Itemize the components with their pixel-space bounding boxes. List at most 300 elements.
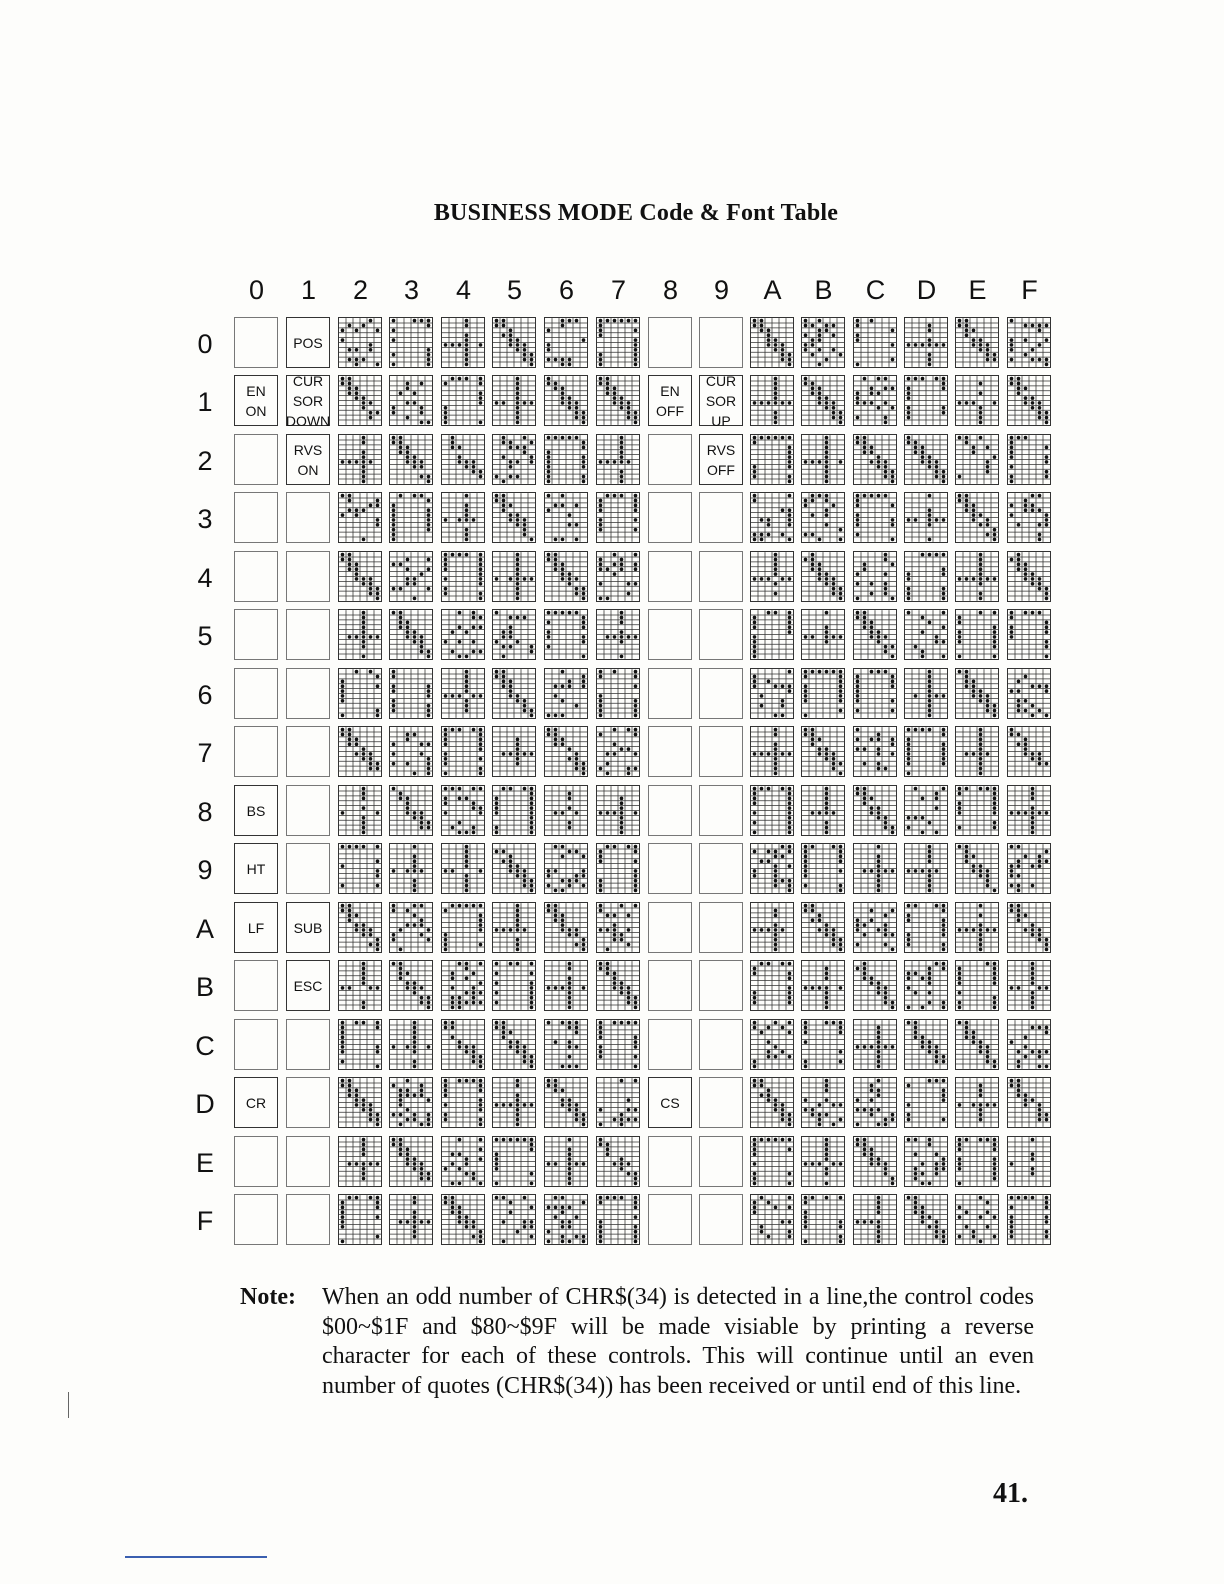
character-glyph-cell: [1007, 785, 1051, 836]
character-glyph-cell: [544, 492, 588, 543]
character-glyph-cell: [955, 785, 999, 836]
character-glyph-cell: [853, 726, 897, 777]
control-code-cell: [286, 317, 330, 368]
dot-matrix-glyph-icon: [802, 376, 844, 425]
character-glyph-cell: [904, 668, 948, 719]
dot-matrix-glyph-icon: [854, 786, 896, 835]
note-text: When an odd number of CHR$(34) is detected in a line,the control codes $00~$1F and $80~$9F will be made visiable by printing a reverse character for each of these controls. This will continue until an even number of quotes (CHR$(34)) has been received or until end of this line.: [322, 1284, 1034, 1399]
character-glyph-cell: [1007, 434, 1051, 485]
character-glyph-cell: [750, 668, 794, 719]
empty-code-cell: [699, 609, 743, 660]
dot-matrix-glyph-icon: [802, 961, 844, 1010]
character-glyph-cell: [801, 668, 845, 719]
character-glyph-cell: [750, 1136, 794, 1187]
dot-matrix-glyph-icon: [597, 610, 639, 659]
dot-matrix-glyph-icon: [854, 435, 896, 484]
dot-matrix-glyph-icon: [854, 903, 896, 952]
empty-code-cell: [234, 960, 278, 1011]
dot-matrix-glyph-icon: [545, 961, 587, 1010]
character-glyph-cell: [1007, 843, 1051, 894]
character-glyph-cell: [801, 1194, 845, 1245]
character-glyph-cell: [596, 551, 640, 602]
dot-matrix-glyph-icon: [597, 961, 639, 1010]
character-glyph-cell: [801, 317, 845, 368]
column-header: 6: [558, 275, 575, 305]
character-glyph-cell: [853, 492, 897, 543]
dot-matrix-glyph-icon: [905, 1078, 947, 1127]
dot-matrix-glyph-icon: [545, 669, 587, 718]
column-header: A: [763, 275, 782, 305]
control-code-label: RVS OFF: [706, 441, 736, 478]
character-glyph-cell: [750, 609, 794, 660]
control-code-label: BS: [246, 802, 266, 819]
character-glyph-cell: [544, 317, 588, 368]
empty-code-cell: [699, 1136, 743, 1187]
empty-code-cell: [648, 1136, 692, 1187]
dot-matrix-glyph-icon: [956, 1137, 998, 1186]
dot-matrix-glyph-icon: [390, 318, 432, 367]
character-glyph-cell: [801, 1019, 845, 1070]
character-glyph-cell: [544, 668, 588, 719]
row-header: 2: [197, 446, 213, 476]
dot-matrix-glyph-icon: [751, 1195, 793, 1244]
dot-matrix-glyph-icon: [442, 493, 484, 542]
character-glyph-cell: [441, 492, 485, 543]
dot-matrix-glyph-icon: [390, 376, 432, 425]
dot-matrix-glyph-icon: [597, 552, 639, 601]
dot-matrix-glyph-icon: [442, 1078, 484, 1127]
character-glyph-cell: [338, 902, 382, 953]
character-glyph-cell: [492, 609, 536, 660]
character-glyph-cell: [904, 609, 948, 660]
empty-code-cell: [648, 492, 692, 543]
dot-matrix-glyph-icon: [442, 435, 484, 484]
dot-matrix-glyph-icon: [751, 1078, 793, 1127]
character-glyph-cell: [389, 317, 433, 368]
character-glyph-cell: [596, 492, 640, 543]
control-code-label: POS: [293, 334, 323, 351]
character-glyph-cell: [389, 1019, 433, 1070]
dot-matrix-glyph-icon: [493, 552, 535, 601]
row-header: 1: [197, 387, 213, 417]
dot-matrix-glyph-icon: [1008, 727, 1050, 776]
dot-matrix-glyph-icon: [1008, 669, 1050, 718]
character-glyph-cell: [1007, 375, 1051, 426]
character-glyph-cell: [750, 1019, 794, 1070]
dot-matrix-glyph-icon: [442, 1195, 484, 1244]
character-glyph-cell: [596, 1194, 640, 1245]
row-header: B: [195, 972, 214, 1002]
dot-matrix-glyph-icon: [339, 903, 381, 952]
empty-code-cell: [699, 492, 743, 543]
character-glyph-cell: [338, 1077, 382, 1128]
dot-matrix-glyph-icon: [493, 1195, 535, 1244]
dot-matrix-glyph-icon: [905, 1137, 947, 1186]
dot-matrix-glyph-icon: [956, 669, 998, 718]
empty-code-cell: [286, 609, 330, 660]
dot-matrix-glyph-icon: [390, 552, 432, 601]
character-glyph-cell: [801, 960, 845, 1011]
dot-matrix-glyph-icon: [802, 669, 844, 718]
dot-matrix-glyph-icon: [802, 903, 844, 952]
empty-code-cell: [699, 1077, 743, 1128]
character-glyph-cell: [544, 1077, 588, 1128]
character-glyph-cell: [955, 609, 999, 660]
dot-matrix-glyph-icon: [545, 610, 587, 659]
character-glyph-cell: [338, 1194, 382, 1245]
empty-code-cell: [648, 960, 692, 1011]
dot-matrix-glyph-icon: [545, 552, 587, 601]
control-code-cell: [285, 372, 331, 429]
character-glyph-cell: [441, 551, 485, 602]
character-glyph-cell: [750, 785, 794, 836]
dot-matrix-glyph-icon: [339, 1020, 381, 1069]
dot-matrix-glyph-icon: [854, 844, 896, 893]
character-glyph-cell: [904, 1077, 948, 1128]
control-code-label: SUB: [293, 919, 323, 936]
dot-matrix-glyph-icon: [442, 552, 484, 601]
dot-matrix-glyph-icon: [956, 1078, 998, 1127]
dot-matrix-glyph-icon: [493, 903, 535, 952]
dot-matrix-glyph-icon: [1008, 1137, 1050, 1186]
empty-code-cell: [234, 726, 278, 777]
empty-code-cell: [286, 726, 330, 777]
character-glyph-cell: [441, 1194, 485, 1245]
dot-matrix-glyph-icon: [545, 1195, 587, 1244]
dot-matrix-glyph-icon: [545, 376, 587, 425]
dot-matrix-glyph-icon: [854, 961, 896, 1010]
empty-code-cell: [699, 317, 743, 368]
character-glyph-cell: [1007, 1194, 1051, 1245]
character-glyph-cell: [596, 375, 640, 426]
character-glyph-cell: [389, 668, 433, 719]
character-glyph-cell: [904, 843, 948, 894]
dot-matrix-glyph-icon: [493, 1078, 535, 1127]
character-glyph-cell: [492, 1019, 536, 1070]
character-glyph-cell: [801, 434, 845, 485]
character-glyph-cell: [1007, 960, 1051, 1011]
dot-matrix-glyph-icon: [442, 669, 484, 718]
dot-matrix-glyph-icon: [390, 844, 432, 893]
dot-matrix-glyph-icon: [1008, 786, 1050, 835]
character-glyph-cell: [441, 843, 485, 894]
character-glyph-cell: [596, 960, 640, 1011]
character-glyph-cell: [441, 902, 485, 953]
dot-matrix-glyph-icon: [802, 552, 844, 601]
dot-matrix-glyph-icon: [442, 844, 484, 893]
character-glyph-cell: [1007, 1019, 1051, 1070]
dot-matrix-glyph-icon: [956, 318, 998, 367]
character-glyph-cell: [441, 317, 485, 368]
character-glyph-cell: [389, 434, 433, 485]
dot-matrix-glyph-icon: [545, 435, 587, 484]
empty-code-cell: [699, 785, 743, 836]
character-glyph-cell: [544, 843, 588, 894]
dot-matrix-glyph-icon: [802, 727, 844, 776]
dot-matrix-glyph-icon: [751, 435, 793, 484]
dot-matrix-glyph-icon: [390, 1137, 432, 1186]
character-glyph-cell: [389, 960, 433, 1011]
character-glyph-cell: [1007, 1136, 1051, 1187]
dot-matrix-glyph-icon: [905, 1020, 947, 1069]
character-glyph-cell: [1007, 1077, 1051, 1128]
character-glyph-cell: [389, 1136, 433, 1187]
dot-matrix-glyph-icon: [597, 1078, 639, 1127]
character-glyph-cell: [596, 1136, 640, 1187]
empty-code-cell: [286, 1136, 330, 1187]
dot-matrix-glyph-icon: [339, 786, 381, 835]
character-glyph-cell: [955, 1019, 999, 1070]
dot-matrix-glyph-icon: [1008, 435, 1050, 484]
empty-code-cell: [286, 1194, 330, 1245]
character-glyph-cell: [596, 843, 640, 894]
character-glyph-cell: [904, 785, 948, 836]
dot-matrix-glyph-icon: [956, 493, 998, 542]
empty-code-cell: [699, 551, 743, 602]
character-glyph-cell: [338, 960, 382, 1011]
dot-matrix-glyph-icon: [339, 669, 381, 718]
character-glyph-cell: [750, 1077, 794, 1128]
row-header: 4: [197, 563, 213, 593]
character-glyph-cell: [955, 668, 999, 719]
dot-matrix-glyph-icon: [854, 669, 896, 718]
dot-matrix-glyph-icon: [905, 844, 947, 893]
dot-matrix-glyph-icon: [905, 1195, 947, 1244]
dot-matrix-glyph-icon: [545, 318, 587, 367]
dot-matrix-glyph-icon: [854, 493, 896, 542]
character-glyph-cell: [801, 843, 845, 894]
character-glyph-cell: [955, 375, 999, 426]
control-code-cell: [234, 902, 278, 953]
character-glyph-cell: [338, 434, 382, 485]
character-glyph-cell: [492, 1136, 536, 1187]
dot-matrix-glyph-icon: [905, 727, 947, 776]
control-code-cell: [699, 434, 743, 485]
character-glyph-cell: [389, 551, 433, 602]
character-glyph-cell: [904, 1194, 948, 1245]
character-glyph-cell: [338, 785, 382, 836]
character-glyph-cell: [338, 551, 382, 602]
row-header: D: [195, 1089, 215, 1119]
row-header: 3: [197, 504, 213, 534]
character-glyph-cell: [750, 726, 794, 777]
character-glyph-cell: [853, 1019, 897, 1070]
character-glyph-cell: [441, 609, 485, 660]
dot-matrix-glyph-icon: [1008, 903, 1050, 952]
character-glyph-cell: [441, 434, 485, 485]
control-code-cell: [234, 843, 278, 894]
character-glyph-cell: [853, 843, 897, 894]
character-glyph-cell: [853, 551, 897, 602]
dot-matrix-glyph-icon: [390, 786, 432, 835]
dot-matrix-glyph-icon: [802, 844, 844, 893]
character-glyph-cell: [904, 1019, 948, 1070]
dot-matrix-glyph-icon: [339, 435, 381, 484]
row-header: C: [195, 1031, 215, 1061]
empty-code-cell: [286, 843, 330, 894]
character-glyph-cell: [492, 902, 536, 953]
character-glyph-cell: [389, 1194, 433, 1245]
control-code-cell: [234, 1077, 278, 1128]
character-glyph-cell: [544, 375, 588, 426]
empty-code-cell: [648, 843, 692, 894]
character-glyph-cell: [338, 668, 382, 719]
empty-code-cell: [234, 1194, 278, 1245]
dot-matrix-glyph-icon: [1008, 493, 1050, 542]
character-glyph-cell: [904, 434, 948, 485]
dot-matrix-glyph-icon: [545, 903, 587, 952]
character-glyph-cell: [338, 317, 382, 368]
character-glyph-cell: [338, 375, 382, 426]
column-header: C: [865, 275, 886, 305]
character-glyph-cell: [801, 492, 845, 543]
control-code-cell: [699, 372, 743, 429]
character-glyph-cell: [801, 1136, 845, 1187]
note-label: Note:: [240, 1284, 296, 1310]
dot-matrix-glyph-icon: [597, 786, 639, 835]
character-glyph-cell: [904, 317, 948, 368]
empty-code-cell: [648, 726, 692, 777]
page-title: BUSINESS MODE Code & Font Table: [433, 200, 839, 226]
dot-matrix-glyph-icon: [390, 1078, 432, 1127]
dot-matrix-glyph-icon: [442, 318, 484, 367]
dot-matrix-glyph-icon: [751, 961, 793, 1010]
empty-code-cell: [648, 551, 692, 602]
character-glyph-cell: [750, 317, 794, 368]
dot-matrix-glyph-icon: [751, 610, 793, 659]
character-glyph-cell: [492, 492, 536, 543]
character-glyph-cell: [853, 1136, 897, 1187]
character-glyph-cell: [492, 726, 536, 777]
dot-matrix-glyph-icon: [545, 1137, 587, 1186]
character-glyph-cell: [801, 726, 845, 777]
dot-matrix-glyph-icon: [956, 961, 998, 1010]
dot-matrix-glyph-icon: [751, 903, 793, 952]
dot-matrix-glyph-icon: [597, 669, 639, 718]
character-glyph-cell: [904, 902, 948, 953]
character-glyph-cell: [853, 960, 897, 1011]
character-glyph-cell: [544, 434, 588, 485]
empty-code-cell: [286, 785, 330, 836]
dot-matrix-glyph-icon: [390, 610, 432, 659]
dot-matrix-glyph-icon: [545, 1020, 587, 1069]
character-glyph-cell: [904, 726, 948, 777]
empty-code-cell: [286, 1077, 330, 1128]
character-glyph-cell: [544, 1194, 588, 1245]
character-glyph-cell: [801, 551, 845, 602]
dot-matrix-glyph-icon: [493, 786, 535, 835]
dot-matrix-glyph-icon: [390, 1020, 432, 1069]
row-header: 8: [197, 797, 213, 827]
footnote-rule: [125, 1556, 267, 1558]
empty-code-cell: [648, 434, 692, 485]
dot-matrix-glyph-icon: [1008, 1078, 1050, 1127]
dot-matrix-glyph-icon: [905, 435, 947, 484]
dot-matrix-glyph-icon: [390, 1195, 432, 1244]
character-glyph-cell: [955, 1194, 999, 1245]
dot-matrix-glyph-icon: [1008, 1195, 1050, 1244]
character-glyph-cell: [389, 726, 433, 777]
column-header: 1: [300, 275, 317, 305]
empty-code-cell: [234, 1019, 278, 1070]
character-glyph-cell: [544, 551, 588, 602]
dot-matrix-glyph-icon: [956, 844, 998, 893]
dot-matrix-glyph-icon: [751, 552, 793, 601]
dot-matrix-glyph-icon: [1008, 844, 1050, 893]
dot-matrix-glyph-icon: [339, 1195, 381, 1244]
empty-code-cell: [648, 785, 692, 836]
empty-code-cell: [699, 902, 743, 953]
dot-matrix-glyph-icon: [956, 903, 998, 952]
empty-code-cell: [234, 551, 278, 602]
empty-code-cell: [234, 609, 278, 660]
dot-matrix-glyph-icon: [390, 961, 432, 1010]
character-glyph-cell: [596, 902, 640, 953]
row-header: F: [196, 1206, 214, 1236]
dot-matrix-glyph-icon: [956, 1020, 998, 1069]
character-glyph-cell: [492, 668, 536, 719]
character-glyph-cell: [389, 785, 433, 836]
column-header: 4: [455, 275, 472, 305]
character-glyph-cell: [750, 551, 794, 602]
empty-code-cell: [648, 902, 692, 953]
dot-matrix-glyph-icon: [854, 1137, 896, 1186]
character-glyph-cell: [492, 551, 536, 602]
character-glyph-cell: [1007, 317, 1051, 368]
empty-code-cell: [648, 317, 692, 368]
dot-matrix-glyph-icon: [597, 903, 639, 952]
dot-matrix-glyph-icon: [905, 318, 947, 367]
dot-matrix-glyph-icon: [854, 727, 896, 776]
dot-matrix-glyph-icon: [597, 376, 639, 425]
dot-matrix-glyph-icon: [545, 493, 587, 542]
character-glyph-cell: [596, 1019, 640, 1070]
dot-matrix-glyph-icon: [597, 1020, 639, 1069]
dot-matrix-glyph-icon: [956, 376, 998, 425]
empty-code-cell: [286, 1019, 330, 1070]
character-glyph-cell: [338, 726, 382, 777]
character-glyph-cell: [853, 785, 897, 836]
character-glyph-cell: [389, 609, 433, 660]
dot-matrix-glyph-icon: [597, 318, 639, 367]
character-glyph-cell: [750, 434, 794, 485]
control-code-label: HT: [246, 860, 266, 877]
row-header: 9: [197, 855, 213, 885]
dot-matrix-glyph-icon: [493, 1137, 535, 1186]
control-code-cell: [234, 785, 278, 836]
dot-matrix-glyph-icon: [545, 1078, 587, 1127]
control-code-cell: [234, 375, 278, 426]
character-glyph-cell: [492, 317, 536, 368]
dot-matrix-glyph-icon: [390, 903, 432, 952]
dot-matrix-glyph-icon: [751, 1137, 793, 1186]
dot-matrix-glyph-icon: [339, 376, 381, 425]
dot-matrix-glyph-icon: [802, 493, 844, 542]
control-code-cell: [286, 960, 330, 1011]
character-glyph-cell: [441, 1019, 485, 1070]
empty-code-cell: [648, 609, 692, 660]
character-glyph-cell: [441, 960, 485, 1011]
control-code-label: CR: [245, 1094, 267, 1111]
character-glyph-cell: [389, 1077, 433, 1128]
character-glyph-cell: [853, 434, 897, 485]
character-glyph-cell: [955, 902, 999, 953]
character-glyph-cell: [955, 843, 999, 894]
empty-code-cell: [234, 1136, 278, 1187]
dot-matrix-glyph-icon: [854, 318, 896, 367]
character-glyph-cell: [492, 1077, 536, 1128]
character-glyph-cell: [955, 726, 999, 777]
